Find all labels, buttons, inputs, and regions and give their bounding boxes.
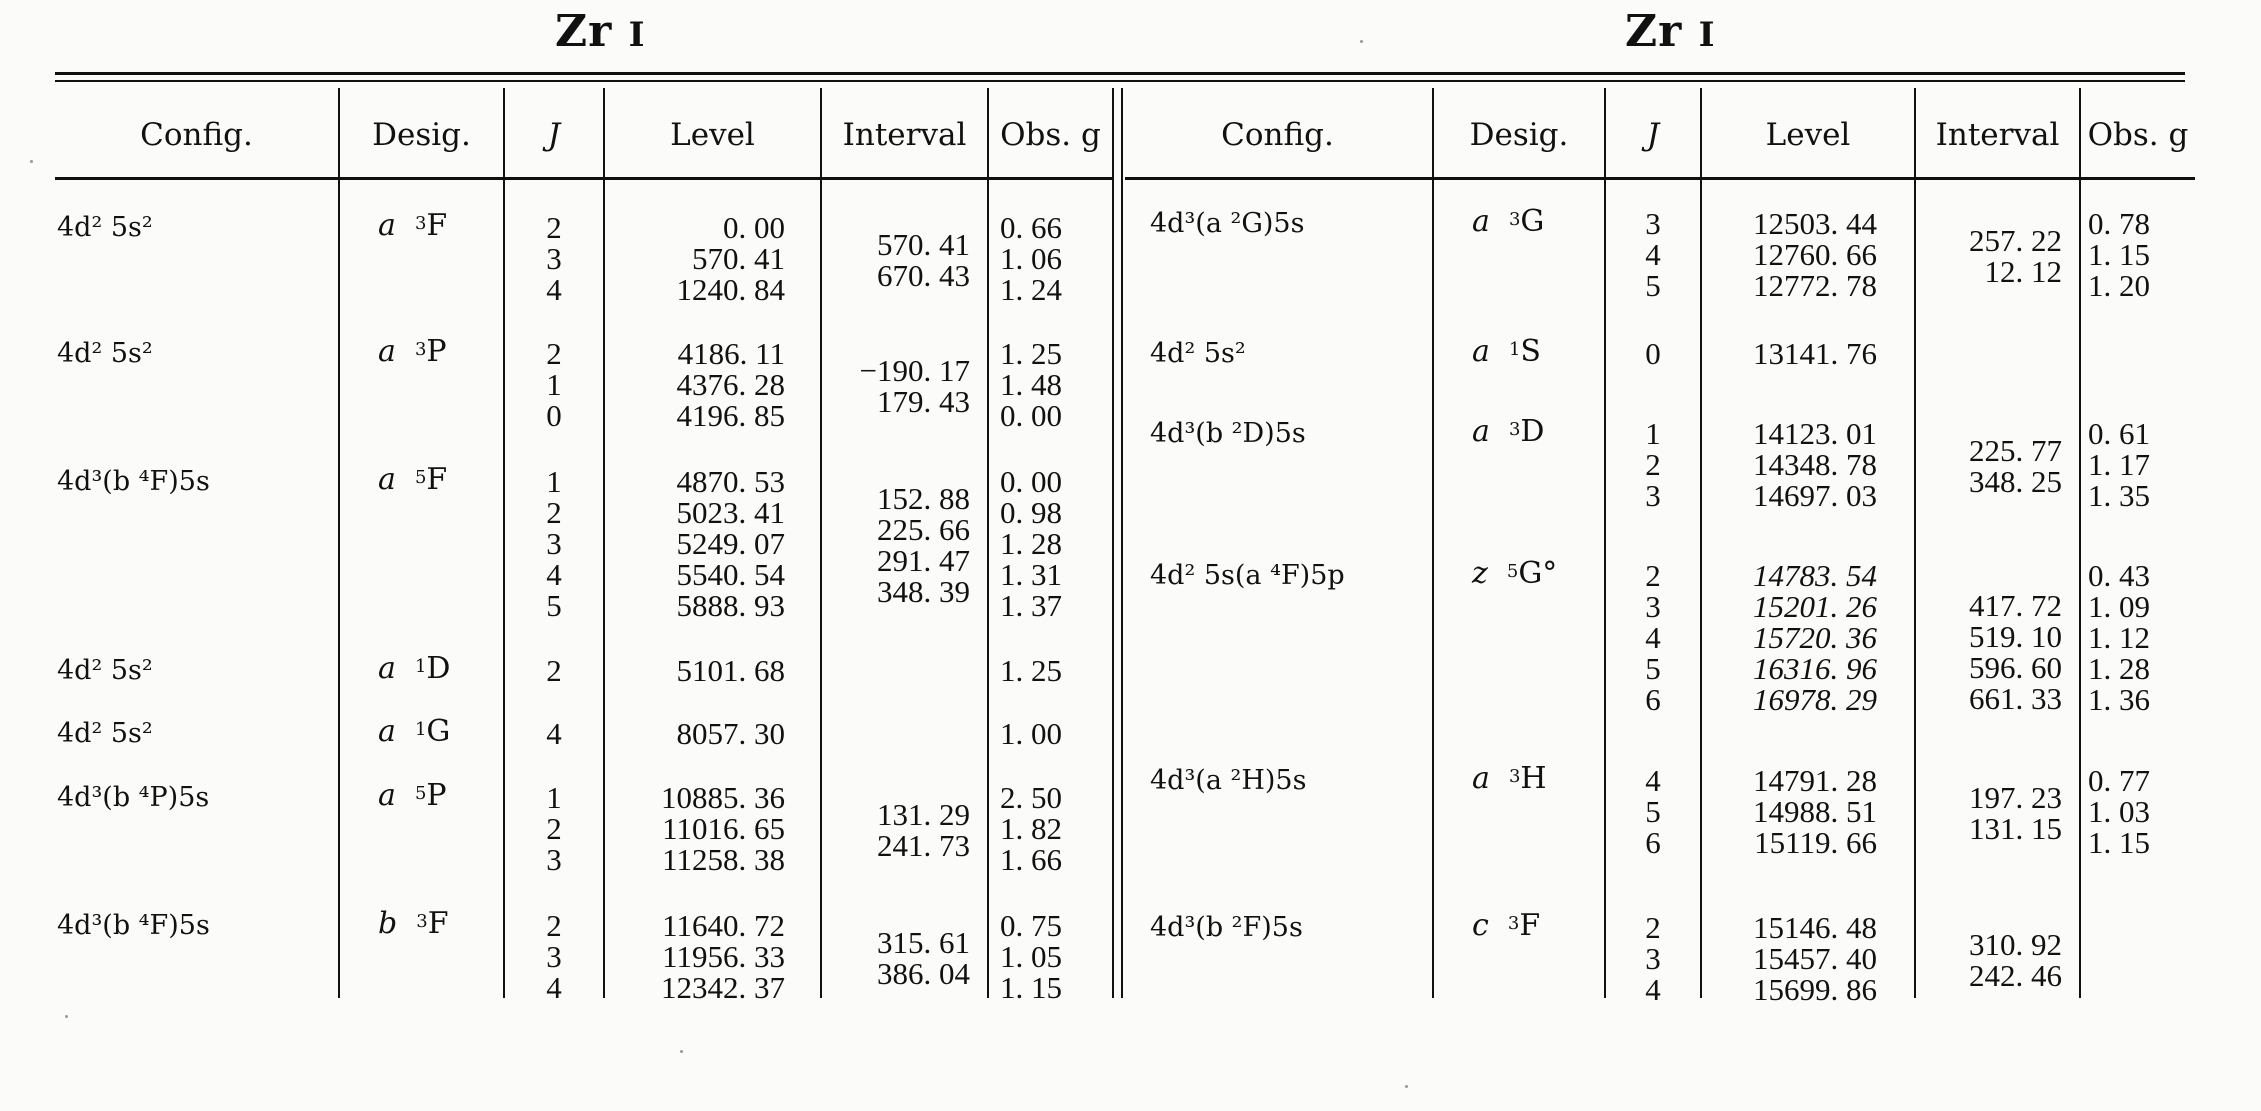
term-designation bbox=[378, 716, 450, 747]
right-table-title bbox=[1625, 6, 1716, 57]
term-levels: 14123. 01 14348. 78 14697. 03 bbox=[1753, 416, 1877, 513]
desig-prefix: a bbox=[378, 462, 396, 497]
term-config: 4d³(b ⁴P)5s bbox=[57, 782, 210, 813]
term-levels: 10885. 36 11016. 65 11258. 38 bbox=[661, 780, 785, 877]
right-title-ion: I bbox=[1698, 15, 1716, 55]
term-designation bbox=[1472, 336, 1541, 367]
term-j-values: 4 bbox=[546, 716, 562, 751]
term-levels: 14791. 28 14988. 51 15119. 66 bbox=[1753, 763, 1877, 860]
desig-prefix: c bbox=[1472, 908, 1489, 943]
term-obs-g: 1. 25 bbox=[1000, 653, 1062, 688]
term-intervals: 310. 92 242. 46 bbox=[1969, 927, 2062, 993]
term-levels: 0. 00 570. 41 1240. 84 bbox=[676, 210, 785, 307]
top-rule-thick bbox=[55, 72, 2185, 75]
term-j-values: 4 5 6 bbox=[1645, 763, 1661, 860]
desig-term: P bbox=[426, 334, 447, 369]
desig-prefix: a bbox=[378, 334, 396, 369]
header-rule-right bbox=[1125, 177, 2195, 180]
term-intervals: 152. 88 225. 66 291. 47 348. 39 bbox=[877, 481, 970, 609]
header-desig: Desig. bbox=[1469, 117, 1569, 153]
term-obs-g: 0. 00 0. 98 1. 28 1. 31 1. 37 bbox=[1000, 464, 1062, 623]
desig-multiplicity: 3 bbox=[414, 339, 427, 360]
header-config: Config. bbox=[1221, 117, 1334, 153]
term-config: 4d³(b ⁴F)5s bbox=[57, 466, 210, 497]
term-levels: 4186. 11 4376. 28 4196. 85 bbox=[676, 336, 785, 433]
desig-prefix: a bbox=[378, 208, 396, 243]
term-config: 4d² 5s² bbox=[57, 212, 153, 243]
term-designation bbox=[378, 780, 447, 811]
term-obs-g: 2. 50 1. 82 1. 66 bbox=[1000, 780, 1062, 877]
col-divider bbox=[987, 88, 989, 998]
header-rule-left bbox=[55, 177, 1113, 180]
term-j-values: 2 3 4 5 6 bbox=[1645, 558, 1661, 717]
term-config: 4d² 5s² bbox=[57, 718, 153, 749]
desig-multiplicity: 5 bbox=[414, 467, 427, 488]
term-intervals: −190. 17 179. 43 bbox=[859, 353, 970, 419]
scan-speck bbox=[1360, 40, 1363, 43]
term-obs-g: 0. 75 1. 05 1. 15 bbox=[1000, 908, 1062, 1005]
term-designation bbox=[1472, 763, 1547, 794]
desig-prefix: a bbox=[1472, 204, 1490, 239]
desig-multiplicity: 1 bbox=[414, 656, 427, 677]
desig-term: F bbox=[426, 208, 448, 243]
desig-multiplicity: 1 bbox=[414, 719, 427, 740]
desig-multiplicity: 1 bbox=[1508, 339, 1521, 360]
header-desig: Desig. bbox=[372, 117, 471, 153]
term-intervals: 197. 23 131. 15 bbox=[1969, 780, 2062, 846]
term-designation bbox=[378, 908, 449, 939]
term-levels: 5101. 68 bbox=[676, 653, 785, 688]
table-divider bbox=[1121, 88, 1123, 998]
term-j-values: 0 bbox=[1645, 336, 1661, 371]
left-title-ion: I bbox=[628, 15, 646, 55]
term-obs-g: 0. 78 1. 15 1. 20 bbox=[2088, 206, 2150, 303]
term-j-values: 2 3 4 bbox=[546, 908, 562, 1005]
term-config: 4d³(a ²H)5s bbox=[1150, 765, 1307, 796]
term-j-values: 1 2 3 bbox=[1645, 416, 1661, 513]
term-levels: 12503. 44 12760. 66 12772. 78 bbox=[1753, 206, 1877, 303]
term-config: 4d² 5s² bbox=[57, 655, 153, 686]
term-obs-g: 0. 61 1. 17 1. 35 bbox=[2088, 416, 2150, 513]
term-designation bbox=[1472, 558, 1557, 589]
term-levels: 8057. 30 bbox=[676, 716, 785, 751]
desig-prefix: a bbox=[1472, 334, 1490, 369]
term-j-values: 3 4 5 bbox=[1645, 206, 1661, 303]
term-intervals: 131. 29 241. 73 bbox=[877, 797, 970, 863]
desig-term: S bbox=[1520, 334, 1541, 369]
top-rule-thin bbox=[55, 80, 2185, 82]
term-intervals: 257. 22 12. 12 bbox=[1969, 223, 2062, 289]
desig-multiplicity: 3 bbox=[1508, 209, 1521, 230]
desig-prefix: a bbox=[378, 778, 396, 813]
left-title-element: Zr bbox=[555, 6, 613, 57]
term-designation bbox=[378, 464, 447, 495]
term-obs-g: 0. 66 1. 06 1. 24 bbox=[1000, 210, 1062, 307]
desig-multiplicity: 5 bbox=[414, 783, 427, 804]
col-divider bbox=[1432, 88, 1434, 998]
term-obs-g: 0. 77 1. 03 1. 15 bbox=[2088, 763, 2150, 860]
desig-multiplicity: 3 bbox=[416, 911, 428, 932]
desig-term: F bbox=[427, 906, 449, 941]
scan-speck bbox=[30, 160, 33, 163]
term-config: 4d² 5s(a ⁴F)5p bbox=[1150, 560, 1345, 591]
header-level: Level bbox=[1765, 117, 1851, 153]
desig-multiplicity: 3 bbox=[1508, 419, 1521, 440]
desig-term: G bbox=[1520, 204, 1545, 239]
desig-prefix: z bbox=[1472, 556, 1488, 591]
desig-term: G° bbox=[1518, 556, 1558, 591]
term-config: 4d³(a ²G)5s bbox=[1150, 208, 1305, 239]
term-intervals: 417. 72 519. 10 596. 60 661. 33 bbox=[1969, 588, 2062, 716]
header-interval: Interval bbox=[1935, 117, 2060, 153]
term-designation bbox=[378, 336, 447, 367]
scan-speck bbox=[680, 1050, 683, 1053]
term-levels: 14783. 54 15201. 26 15720. 36 16316. 96 16978. 29 bbox=[1753, 558, 1877, 717]
term-config: 4d² 5s² bbox=[57, 338, 153, 369]
desig-multiplicity: 3 bbox=[414, 213, 427, 234]
left-table-title bbox=[555, 6, 646, 57]
scan-speck bbox=[1405, 1085, 1408, 1088]
desig-term: G bbox=[426, 714, 451, 749]
desig-prefix: a bbox=[378, 651, 396, 686]
term-levels: 4870. 53 5023. 41 5249. 07 5540. 54 5888. 93 bbox=[676, 464, 785, 623]
desig-term: H bbox=[1520, 761, 1547, 796]
term-obs-g: 1. 00 bbox=[1000, 716, 1062, 751]
term-j-values: 1 2 3 4 5 bbox=[546, 464, 562, 623]
term-designation bbox=[378, 653, 450, 684]
term-levels: 13141. 76 bbox=[1753, 336, 1877, 371]
term-config: 4d² 5s² bbox=[1150, 338, 1246, 369]
header-level: Level bbox=[670, 117, 755, 153]
header-config: Config. bbox=[140, 117, 253, 153]
header-j: J bbox=[547, 117, 561, 153]
term-j-values: 1 2 3 bbox=[546, 780, 562, 877]
desig-prefix: a bbox=[1472, 414, 1490, 449]
desig-term: P bbox=[426, 778, 447, 813]
desig-term: D bbox=[426, 651, 451, 686]
term-designation bbox=[1472, 910, 1540, 941]
desig-multiplicity: 3 bbox=[1508, 766, 1521, 787]
term-designation bbox=[1472, 206, 1544, 237]
term-intervals: 570. 41 670. 43 bbox=[877, 227, 970, 293]
term-intervals: 225. 77 348. 25 bbox=[1969, 433, 2062, 499]
term-levels: 15146. 48 15457. 40 15699. 86 bbox=[1753, 910, 1877, 1007]
desig-multiplicity: 5 bbox=[1506, 561, 1519, 582]
header-obs-g: Obs. g bbox=[1000, 117, 1101, 153]
desig-term: F bbox=[1519, 908, 1541, 943]
header-interval: Interval bbox=[842, 117, 967, 153]
desig-prefix: a bbox=[378, 714, 396, 749]
term-config: 4d³(b ²F)5s bbox=[1150, 912, 1303, 943]
term-j-values: 2 1 0 bbox=[546, 336, 562, 433]
desig-term: F bbox=[426, 462, 448, 497]
desig-term: D bbox=[1520, 414, 1545, 449]
term-config: 4d³(b ²D)5s bbox=[1150, 418, 1306, 449]
header-j: J bbox=[1646, 117, 1660, 153]
term-intervals: 315. 61 386. 04 bbox=[877, 925, 970, 991]
col-divider bbox=[338, 88, 340, 998]
term-j-values: 2 bbox=[546, 653, 562, 688]
term-j-values: 2 3 4 bbox=[1645, 910, 1661, 1007]
term-obs-g: 0. 43 1. 09 1. 12 1. 28 1. 36 bbox=[2088, 558, 2150, 717]
term-designation bbox=[378, 210, 447, 241]
desig-multiplicity: 3 bbox=[1507, 913, 1520, 934]
desig-prefix: b bbox=[378, 906, 398, 941]
header-obs-g: Obs. g bbox=[2087, 117, 2189, 153]
right-title-element: Zr bbox=[1625, 6, 1683, 57]
desig-prefix: a bbox=[1472, 761, 1490, 796]
table-divider bbox=[1112, 88, 1114, 998]
term-levels: 11640. 72 11956. 33 12342. 37 bbox=[661, 908, 785, 1005]
scan-speck bbox=[65, 1015, 68, 1018]
term-obs-g: 1. 25 1. 48 0. 00 bbox=[1000, 336, 1062, 433]
col-divider bbox=[2079, 88, 2081, 998]
term-config: 4d³(b ⁴F)5s bbox=[57, 910, 210, 941]
term-designation bbox=[1472, 416, 1544, 447]
term-j-values: 2 3 4 bbox=[546, 210, 562, 307]
